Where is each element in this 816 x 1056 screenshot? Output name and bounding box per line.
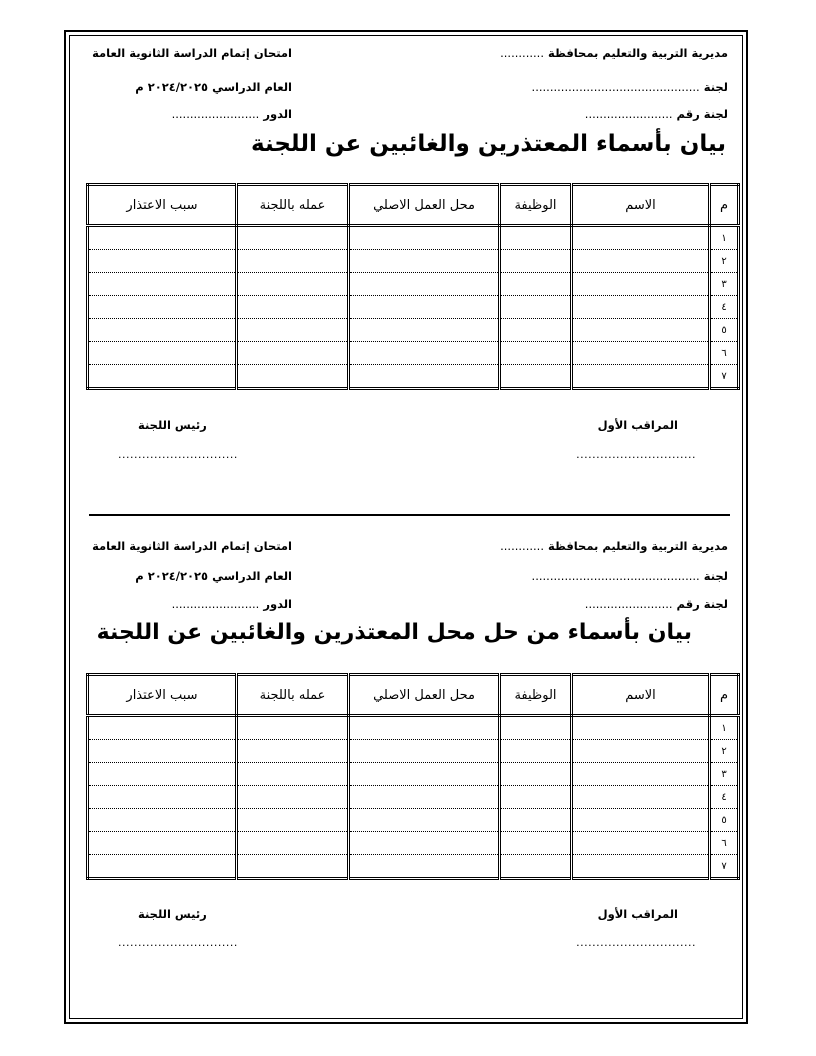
table-row	[88, 809, 739, 832]
row-number: ٥	[710, 809, 739, 832]
workplace-cell[interactable]	[349, 855, 500, 879]
column-header-name: الاسم	[572, 675, 710, 716]
table-header-row	[88, 675, 739, 716]
directorate-line	[500, 539, 728, 553]
column-header-workplace: محل العمل الاصلي	[349, 185, 500, 226]
job-cell[interactable]	[500, 855, 572, 879]
table-row	[88, 250, 739, 273]
committee-head-signature[interactable]: ..............................	[118, 448, 238, 461]
table-row	[88, 226, 739, 250]
name-cell[interactable]	[572, 716, 710, 740]
table-row	[88, 855, 739, 879]
form-title: بيان بأسماء من حل محل المعتذرين والغائبين عن اللجنة	[96, 620, 692, 645]
excuse-reason-cell[interactable]	[88, 740, 237, 763]
committee-field[interactable]: ..............................................	[531, 80, 700, 94]
name-cell[interactable]	[572, 342, 710, 365]
column-header-excuse-reason: سبب الاعتذار	[88, 185, 237, 226]
excuse-reason-cell[interactable]	[88, 365, 237, 389]
committee-head-label: رئيس اللجنة	[138, 418, 207, 432]
committee-label: لجنة	[703, 80, 728, 94]
row-number: ٣	[710, 273, 739, 296]
column-header-index: م	[710, 675, 739, 716]
directorate-label: مديرية التربية والتعليم بمحافظة	[548, 46, 728, 60]
table-row	[88, 273, 739, 296]
table-row	[88, 716, 739, 740]
name-cell[interactable]	[572, 763, 710, 786]
replacements-table	[86, 673, 740, 880]
table-row	[88, 296, 739, 319]
excuse-reason-cell[interactable]	[88, 763, 237, 786]
excuse-reason-cell[interactable]	[88, 809, 237, 832]
directorate-line	[500, 46, 728, 60]
row-number: ١	[710, 226, 739, 250]
job-cell[interactable]	[500, 763, 572, 786]
job-cell[interactable]	[500, 296, 572, 319]
committee-number-line	[585, 107, 728, 121]
exam-label: امتحان إتمام الدراسة الثانوية العامة	[92, 46, 292, 60]
workplace-cell[interactable]	[349, 226, 500, 250]
row-number: ٧	[710, 855, 739, 879]
excuse-reason-cell[interactable]	[88, 716, 237, 740]
row-number: ٤	[710, 296, 739, 319]
round-field[interactable]: ........................	[171, 107, 260, 121]
exam-label: امتحان إتمام الدراسة الثانوية العامة	[92, 539, 292, 553]
job-cell[interactable]	[500, 716, 572, 740]
excuse-reason-cell[interactable]	[88, 296, 237, 319]
column-header-committee-role: عمله باللجنة	[237, 185, 349, 226]
workplace-cell[interactable]	[349, 296, 500, 319]
directorate-field[interactable]: ............	[500, 46, 544, 60]
committee-label: لجنة	[703, 569, 728, 583]
committee-role-cell[interactable]	[237, 296, 349, 319]
table-row	[88, 832, 739, 855]
directorate-field[interactable]: ............	[500, 539, 544, 553]
name-cell[interactable]	[572, 786, 710, 809]
name-cell[interactable]	[572, 250, 710, 273]
workplace-cell[interactable]	[349, 809, 500, 832]
committee-role-cell[interactable]	[237, 226, 349, 250]
round-line	[82, 597, 292, 611]
name-cell[interactable]	[572, 832, 710, 855]
workplace-cell[interactable]	[349, 740, 500, 763]
table-row	[88, 342, 739, 365]
excuse-reason-cell[interactable]	[88, 273, 237, 296]
name-cell[interactable]	[572, 365, 710, 389]
column-header-workplace: محل العمل الاصلي	[349, 675, 500, 716]
excuse-reason-cell[interactable]	[88, 250, 237, 273]
table-header-row	[88, 185, 739, 226]
workplace-cell[interactable]	[349, 342, 500, 365]
workplace-cell[interactable]	[349, 763, 500, 786]
row-number: ٧	[710, 365, 739, 389]
table-row	[88, 763, 739, 786]
first-observer-signature[interactable]: ..............................	[576, 936, 696, 949]
row-number: ٤	[710, 786, 739, 809]
name-cell[interactable]	[572, 855, 710, 879]
name-cell[interactable]	[572, 740, 710, 763]
job-cell[interactable]	[500, 740, 572, 763]
workplace-cell[interactable]	[349, 786, 500, 809]
committee-role-cell[interactable]	[237, 786, 349, 809]
absentees-table	[86, 183, 740, 390]
committee-role-cell[interactable]	[237, 319, 349, 342]
job-cell[interactable]	[500, 365, 572, 389]
workplace-cell[interactable]	[349, 273, 500, 296]
excuse-reason-cell[interactable]	[88, 319, 237, 342]
job-cell[interactable]	[500, 342, 572, 365]
workplace-cell[interactable]	[349, 716, 500, 740]
excuse-reason-cell[interactable]	[88, 832, 237, 855]
form-title: بيان بأسماء المعتذرين والغائبين عن اللجنة	[251, 131, 726, 157]
committee-role-cell[interactable]	[237, 250, 349, 273]
round-label: الدور	[263, 597, 292, 611]
job-cell[interactable]	[500, 832, 572, 855]
committee-role-cell[interactable]	[237, 809, 349, 832]
job-cell[interactable]	[500, 226, 572, 250]
column-header-name: الاسم	[572, 185, 710, 226]
table-row	[88, 319, 739, 342]
first-observer-label: المراقب الأول	[597, 418, 678, 432]
committee-role-cell[interactable]	[237, 273, 349, 296]
workplace-cell[interactable]	[349, 319, 500, 342]
committee-role-cell[interactable]	[237, 365, 349, 389]
committee-number-line	[585, 597, 728, 611]
first-observer-label: المراقب الأول	[597, 907, 678, 921]
table-row	[88, 365, 739, 389]
committee-field[interactable]: ..............................................	[531, 569, 700, 583]
academic-year: العام الدراسي ٢٠٢٤/٢٠٢٥ م	[135, 80, 292, 94]
table-row	[88, 740, 739, 763]
name-cell[interactable]	[572, 226, 710, 250]
committee-head-signature[interactable]: ..............................	[118, 936, 238, 949]
name-cell[interactable]	[572, 296, 710, 319]
form-replacements	[0, 493, 816, 973]
committee-number-field[interactable]: ........................	[584, 597, 673, 611]
job-cell[interactable]	[500, 786, 572, 809]
committee-number-field[interactable]: ........................	[584, 107, 673, 121]
excuse-reason-cell[interactable]	[88, 786, 237, 809]
row-number: ٥	[710, 319, 739, 342]
committee-line	[532, 569, 728, 583]
form-absentees	[0, 0, 816, 480]
workplace-cell[interactable]	[349, 250, 500, 273]
round-line	[82, 107, 292, 121]
committee-role-cell[interactable]	[237, 342, 349, 365]
column-header-excuse-reason: سبب الاعتذار	[88, 675, 237, 716]
round-label: الدور	[263, 107, 292, 121]
committee-role-cell[interactable]	[237, 832, 349, 855]
row-number: ٢	[710, 740, 739, 763]
committee-line	[532, 80, 728, 94]
committee-role-cell[interactable]	[237, 855, 349, 879]
committee-head-label: رئيس اللجنة	[138, 907, 207, 921]
directorate-label: مديرية التربية والتعليم بمحافظة	[548, 539, 728, 553]
committee-number-label: لجنة رقم	[676, 597, 728, 611]
row-number: ١	[710, 716, 739, 740]
job-cell[interactable]	[500, 273, 572, 296]
row-number: ٢	[710, 250, 739, 273]
workplace-cell[interactable]	[349, 832, 500, 855]
excuse-reason-cell[interactable]	[88, 855, 237, 879]
name-cell[interactable]	[572, 273, 710, 296]
job-cell[interactable]	[500, 250, 572, 273]
committee-role-cell[interactable]	[237, 740, 349, 763]
round-field[interactable]: ........................	[171, 597, 260, 611]
row-number: ٦	[710, 832, 739, 855]
column-header-index: م	[710, 185, 739, 226]
academic-year: العام الدراسي ٢٠٢٤/٢٠٢٥ م	[135, 569, 292, 583]
committee-role-cell[interactable]	[237, 716, 349, 740]
column-header-committee-role: عمله باللجنة	[237, 675, 349, 716]
row-number: ٣	[710, 763, 739, 786]
workplace-cell[interactable]	[349, 365, 500, 389]
name-cell[interactable]	[572, 809, 710, 832]
committee-role-cell[interactable]	[237, 763, 349, 786]
job-cell[interactable]	[500, 319, 572, 342]
excuse-reason-cell[interactable]	[88, 226, 237, 250]
job-cell[interactable]	[500, 809, 572, 832]
column-header-job: الوظيفة	[500, 185, 572, 226]
excuse-reason-cell[interactable]	[88, 342, 237, 365]
committee-number-label: لجنة رقم	[676, 107, 728, 121]
table-row	[88, 786, 739, 809]
first-observer-signature[interactable]: ..............................	[576, 448, 696, 461]
row-number: ٦	[710, 342, 739, 365]
column-header-job: الوظيفة	[500, 675, 572, 716]
name-cell[interactable]	[572, 319, 710, 342]
